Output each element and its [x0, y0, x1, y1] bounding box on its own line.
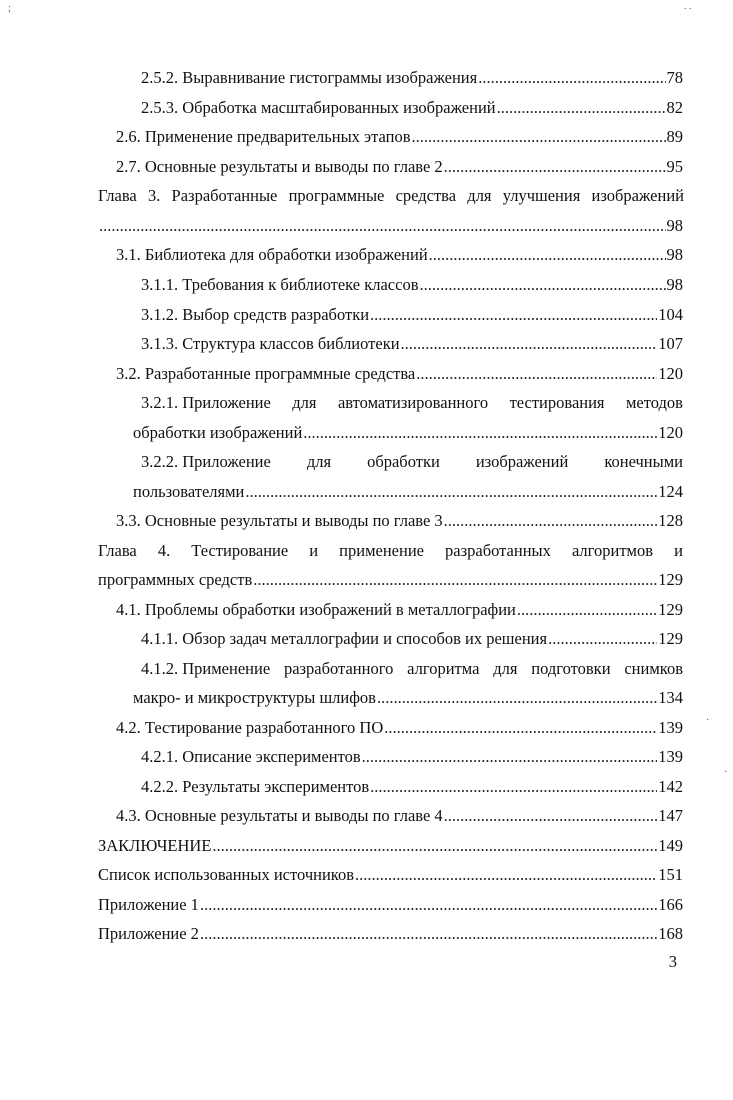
leader-dots: [517, 600, 657, 620]
toc-entry-page: 104: [658, 305, 683, 324]
word: Разработанные: [171, 186, 278, 205]
toc-entry-title: 4.2.2. Результаты экспериментов: [141, 777, 370, 796]
toc-entry-page: 120: [658, 423, 683, 442]
toc-entry-title: макро- и микроструктуры шлифов: [133, 688, 376, 707]
toc-chapter-heading: [98, 186, 684, 206]
word: Глава: [98, 186, 137, 205]
word: разработанных: [445, 541, 551, 560]
word: для: [467, 186, 492, 205]
toc-entry: [141, 747, 683, 767]
word: и: [674, 541, 683, 560]
toc-entry-title: Приложение 2: [98, 924, 199, 943]
toc-entry: [98, 216, 683, 236]
leader-dots: [478, 68, 665, 88]
leader-dots: [245, 482, 657, 502]
toc-entry: [116, 511, 683, 531]
toc-entry-wrapped: [141, 659, 683, 679]
scan-speck: ·: [706, 715, 710, 726]
toc-chapter-heading: [98, 541, 683, 561]
word: Тестирование: [191, 541, 289, 560]
toc-entry-page: 139: [658, 718, 683, 737]
word: для: [292, 393, 317, 412]
word: подготовки: [531, 659, 611, 678]
toc-entry-title: пользователями: [133, 482, 245, 501]
toc-entry-title: 2.5.3. Обработка масштабированных изображений: [141, 98, 496, 117]
toc-entry-page: 129: [658, 629, 683, 648]
scan-speck: ·: [724, 767, 728, 778]
toc-entry-page: 78: [666, 68, 683, 87]
word: тестирования: [509, 393, 605, 412]
toc-entry-title: 4.2. Тестирование разработанного ПО: [116, 718, 384, 737]
word: алгоритмов: [571, 541, 654, 560]
leader-dots: [253, 570, 657, 590]
word: 3.: [147, 186, 161, 205]
word: 3.2.1. Приложение: [141, 393, 271, 412]
toc-entry: [133, 423, 683, 443]
leader-dots: [444, 806, 658, 826]
word: методов: [625, 393, 683, 412]
word: для: [306, 452, 332, 471]
toc-entry-title: 3.3. Основные результаты и выводы по главе 3: [116, 511, 443, 530]
word: улучшения: [502, 186, 581, 205]
leader-dots: [444, 157, 666, 177]
leader-dots: [384, 718, 657, 738]
toc-entry-page: 95: [666, 157, 683, 176]
word: алгоритма: [407, 659, 480, 678]
leader-dots: [420, 275, 666, 295]
word: применение: [339, 541, 424, 560]
word: 3.2.2. Приложение: [141, 452, 271, 471]
leader-dots: [497, 98, 666, 118]
toc-entry-title: 2.6. Применение предварительных этапов: [116, 127, 411, 146]
toc-entry-page: 151: [658, 865, 683, 884]
word: средства: [395, 186, 457, 205]
toc-entry-page: 168: [658, 924, 683, 943]
toc-entry-page: 120: [658, 364, 683, 383]
word: обработки: [367, 452, 440, 471]
leader-dots: [401, 334, 658, 354]
toc-entry: [141, 629, 683, 649]
toc-entry-page: 124: [658, 482, 683, 501]
word: для: [493, 659, 518, 678]
toc-entry-page: 142: [658, 777, 683, 796]
toc-entry-page: 129: [658, 600, 683, 619]
toc-entry: [116, 718, 683, 738]
word: Глава: [98, 541, 137, 560]
word: изображений: [591, 186, 684, 205]
toc-entry: [98, 570, 683, 590]
word: автоматизированного: [337, 393, 489, 412]
toc-entry-page: 82: [666, 98, 683, 117]
toc-entry-title: Приложение 1: [98, 895, 199, 914]
leader-dots: [303, 423, 657, 443]
toc-entry-title: программных средств: [98, 570, 253, 589]
toc-entry-page: 139: [658, 747, 683, 766]
toc-entry-page: 98: [666, 216, 683, 235]
leader-dots: [370, 777, 657, 797]
leader-dots: [548, 629, 657, 649]
toc-entry: [133, 482, 683, 502]
toc-entry-page: 98: [666, 275, 683, 294]
toc-entry: [141, 305, 683, 325]
toc-entry-page: 129: [658, 570, 683, 589]
toc-entry-title: 3.2. Разработанные программные средства: [116, 364, 416, 383]
toc-entry-page: 128: [658, 511, 683, 530]
leader-dots: [416, 364, 657, 384]
word: и: [309, 541, 319, 560]
page-number: 3: [668, 952, 677, 971]
toc-entry-title: 3.1.2. Выбор средств разработки: [141, 305, 370, 324]
toc-entry: [141, 334, 683, 354]
toc-entry: [133, 688, 683, 708]
toc-entry-title: 4.1.1. Обзор задач металлографии и способов их решения: [141, 629, 548, 648]
word: программные: [288, 186, 385, 205]
toc-entry-page: 98: [666, 245, 683, 264]
leader-dots: [99, 216, 666, 236]
leader-dots: [429, 245, 666, 265]
toc-entry-title: Список использованных источников: [98, 865, 354, 884]
toc-entry: [141, 275, 683, 295]
toc-entry: [98, 895, 683, 915]
toc-entry-page: 147: [658, 806, 683, 825]
word: 4.: [157, 541, 171, 560]
toc-entry: [141, 68, 683, 88]
toc-entry: [116, 245, 683, 265]
toc-entry: [116, 157, 683, 177]
leader-dots: [444, 511, 658, 531]
toc-entry: [98, 836, 683, 856]
toc-entry-page: 166: [658, 895, 683, 914]
word: 4.1.2. Применение: [141, 659, 271, 678]
toc-entry: [141, 777, 683, 797]
toc-entry: [116, 806, 683, 826]
toc-entry: [116, 127, 683, 147]
toc-entry-page: 107: [658, 334, 683, 353]
toc-entry-wrapped: [141, 452, 683, 472]
word: конечными: [604, 452, 683, 471]
toc-entry-page: 89: [666, 127, 683, 146]
toc-entry: [116, 364, 683, 384]
toc-entry: [116, 600, 683, 620]
toc-entry-title: 2.5.2. Выравнивание гистограммы изображения: [141, 68, 478, 87]
toc-entry-page: 134: [658, 688, 683, 707]
leader-dots: [355, 865, 657, 885]
toc-entry: [141, 98, 683, 118]
toc-entry-page: 149: [658, 836, 683, 855]
scan-speck: ;: [8, 3, 11, 14]
toc-entry-wrapped: [141, 393, 683, 413]
toc-entry-title: 3.1.1. Требования к библиотеке классов: [141, 275, 419, 294]
toc-entry-title: обработки изображений: [133, 423, 303, 442]
leader-dots: [200, 924, 657, 944]
leader-dots: [370, 305, 657, 325]
toc-entry-title: 4.1. Проблемы обработки изображений в металлографии: [116, 600, 516, 619]
toc-entry-title: 4.3. Основные результаты и выводы по главе 4: [116, 806, 443, 825]
leader-dots: [377, 688, 657, 708]
toc-entry: [98, 924, 683, 944]
toc-entry-title: ЗАКЛЮЧЕНИЕ: [98, 836, 212, 855]
word: изображений: [475, 452, 569, 471]
leader-dots: [212, 836, 657, 856]
toc-entry: [98, 865, 683, 885]
scan-speck: . .: [684, 1, 692, 12]
leader-dots: [200, 895, 657, 915]
word: снимков: [624, 659, 683, 678]
toc-entry-title: 4.2.1. Описание экспериментов: [141, 747, 361, 766]
word: разработанного: [283, 659, 394, 678]
leader-dots: [412, 127, 666, 147]
toc-entry-title: 3.1.3. Структура классов библиотеки: [141, 334, 400, 353]
toc-entry-title: 3.1. Библиотека для обработки изображений: [116, 245, 428, 264]
toc-entry-title: 2.7. Основные результаты и выводы по главе 2: [116, 157, 443, 176]
leader-dots: [362, 747, 658, 767]
